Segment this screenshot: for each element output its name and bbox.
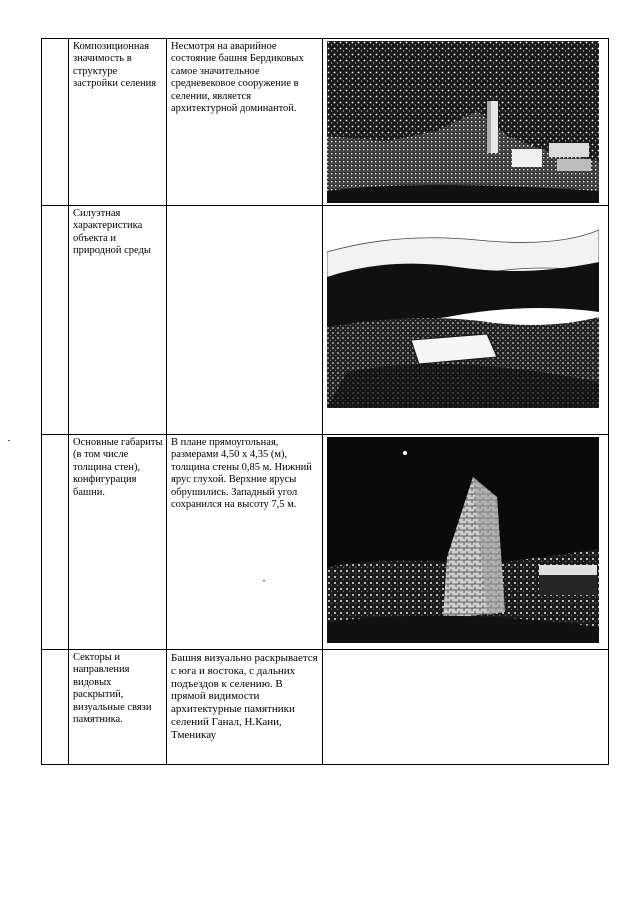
description-cell: [167, 206, 323, 435]
mountain-village-tower-photo: [327, 41, 599, 203]
table-row: [42, 650, 609, 765]
mountain-landscape-photo: [327, 222, 599, 408]
parameter-cell: Композиционная значимость в структуре застройки селения: [69, 39, 167, 206]
row-number-cell: [42, 39, 69, 206]
row-number-cell: [42, 650, 69, 765]
row-number-cell: [42, 435, 69, 650]
parameter-cell: Силуэтная характеристика объекта и природной среды: [69, 206, 167, 435]
parameter-cell: Секторы и направления видовых раскрытий, визуальные связи памятника.: [69, 650, 167, 765]
description-cell: В плане прямоугольная, размерами 4,50 х 4,35 (м), толщина стены 0,85 м. Нижний ярус глухой. Верхние ярусы обрушились. Западный угол сохранился на высоту 7,5 м.: [167, 435, 323, 650]
photo-cell: [323, 39, 609, 206]
row-number-cell: [42, 206, 69, 435]
table-row: [42, 435, 609, 650]
photo-cell: [323, 206, 609, 435]
scan-speck: [263, 580, 265, 581]
description-cell: Несмотря на аварийное состояние башня Бердиковых самое значительное средневековое сооружение в селении, является архитектурной доминантой.: [167, 39, 323, 206]
photo-cell: [323, 435, 609, 650]
ruined-tower-photo: [327, 437, 599, 643]
monument-table: [41, 38, 609, 765]
parameter-cell: Основные габариты (в том числе толщина стен), конфигурация башни.: [69, 435, 167, 650]
description-cell: Башня визуально раскрывается с юга и востока, с дальних подъездов к селению. В прямой видимости архитектурные памятники селений Ганал, Н.Кани, Тменикау: [167, 650, 323, 765]
table-row: [42, 39, 609, 206]
photo-cell: [323, 650, 609, 765]
table-row: [42, 206, 609, 435]
scan-speck: [8, 440, 10, 441]
